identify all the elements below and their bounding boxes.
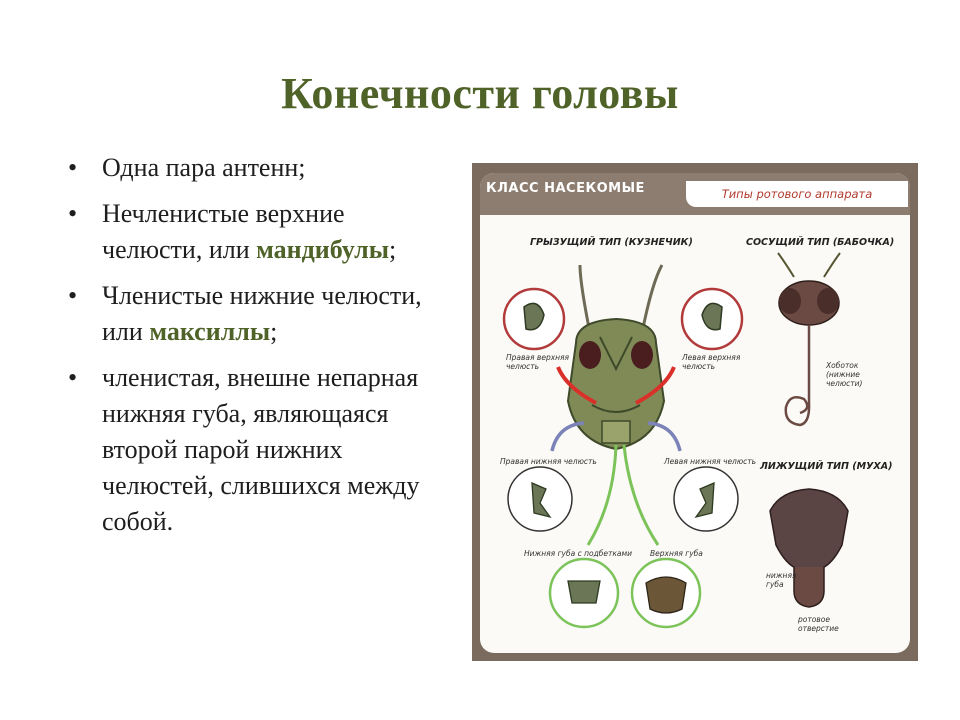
bullet-marker: • bbox=[68, 153, 78, 182]
section-chewing-type: ГРЫЗУЩИЙ ТИП (КУЗНЕЧИК) bbox=[530, 237, 693, 248]
slide-title: Конечности головы bbox=[281, 69, 679, 118]
label-fly-lower-lip: нижняя губа bbox=[766, 571, 797, 589]
bullet-text-end: ; bbox=[389, 235, 397, 264]
bullet-item-antennae bbox=[62, 150, 442, 186]
label-proboscis: Хоботок (нижние челюсти) bbox=[826, 361, 863, 388]
label-left-maxilla: Левая нижняя челюсть bbox=[664, 457, 757, 466]
label-right-mandible: Правая верхняя челюсть bbox=[506, 353, 570, 371]
bullet-list bbox=[62, 150, 442, 550]
term-mandibles: мандибулы bbox=[256, 235, 390, 264]
label-lower-lip: Нижняя губа с подбетками bbox=[524, 549, 633, 558]
bullet-marker: • bbox=[68, 281, 78, 310]
poster-class-title: КЛАСС НАСЕКОМЫЕ bbox=[486, 181, 645, 196]
fly-head-illustration bbox=[770, 489, 848, 607]
mouthparts-figure bbox=[472, 163, 918, 661]
section-licking-type: ЛИЖУЩИЙ ТИП (МУХА) bbox=[760, 461, 893, 472]
label-left-mandible: Левая верхняя челюсть bbox=[682, 353, 741, 371]
bullet-text: Нечленистые верхние челюсти, или bbox=[102, 199, 345, 264]
section-sucking-type: СОСУЩИЙ ТИП (БАБОЧКА) bbox=[746, 237, 895, 248]
bullet-marker: • bbox=[68, 363, 78, 392]
maxilla-circles bbox=[508, 467, 738, 531]
poster-subtitle: Типы ротового аппарата bbox=[686, 181, 908, 207]
bullet-marker: • bbox=[68, 199, 78, 228]
lip-circles bbox=[550, 559, 700, 627]
bullet-text: Членистые нижние челюсти, или bbox=[102, 281, 422, 346]
label-mouth-opening: ротовое отверстие bbox=[798, 615, 839, 633]
bullet-item-mandibles bbox=[62, 196, 442, 268]
bullet-text: членистая, внешне непарная нижняя губа, являющаяся второй парой нижних челюстей, слившихся между собой. bbox=[102, 363, 420, 536]
bullet-item-labium bbox=[62, 360, 442, 540]
butterfly-head-illustration bbox=[778, 253, 840, 425]
label-right-maxilla: Правая нижняя челюсть bbox=[500, 457, 597, 466]
poster bbox=[480, 173, 910, 653]
bullet-text: Одна пара антенн; bbox=[102, 153, 306, 182]
label-upper-lip: Верхняя губа bbox=[650, 549, 703, 558]
bullet-item-maxillae bbox=[62, 278, 442, 350]
term-maxillae: максиллы bbox=[149, 317, 271, 346]
bullet-text-end: ; bbox=[270, 317, 278, 346]
